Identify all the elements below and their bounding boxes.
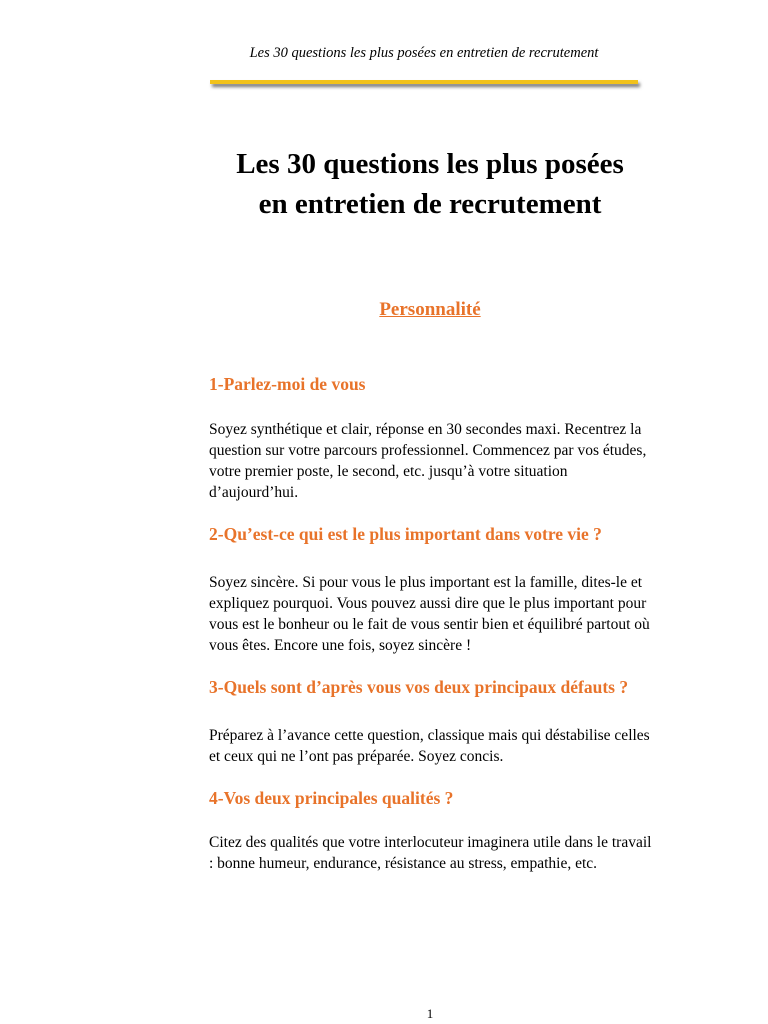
document-title-line-2: en entretien de recrutement (258, 188, 602, 220)
questions-list (209, 373, 659, 874)
question-2-title: 2-Qu’est-ce qui est le plus important dans votre vie ? (209, 524, 602, 544)
question-3-title: 3-Quels sont d’après vous vos deux principaux défauts ? (209, 677, 629, 697)
document-title (150, 144, 710, 224)
question-1-answer: Soyez synthétique et clair, réponse en 30 secondes maxi. Recentrez la question sur votre parcours professionnel. Commencez par vos études, votre premier poste, le second, etc. jusqu’à votre situation d’aujourd’hui. (209, 421, 647, 501)
page-number: 1 (426, 1006, 434, 1021)
running-header: Les 30 questions les plus posées en entretien de recrutement (249, 45, 599, 61)
section-heading: Personnalité (379, 299, 481, 320)
question-1-title: 1-Parlez-moi de vous (209, 374, 366, 394)
question-4-answer: Citez des qualités que votre interlocuteur imaginera utile dans le travail : bonne humeur, endurance, résistance au stress, empathie, etc. (209, 834, 652, 872)
header-rule (210, 80, 638, 84)
question-2-answer: Soyez sincère. Si pour vous le plus important est la famille, dites-le et expliquez pourquoi. Vous pouvez aussi dire que le plus important pour vous est le bonheur ou le fait de vous sentir bien et équilibré partout où vous êtes. Encore une fois, soyez sincère ! (209, 574, 650, 654)
question-3-answer: Préparez à l’avance cette question, classique mais qui déstabilise celles et ceux qui ne l’ont pas préparée. Soyez concis. (209, 727, 650, 765)
question-4-title: 4-Vos deux principales qualités ? (209, 788, 454, 808)
document-title-line-1: Les 30 questions les plus posées (236, 148, 624, 180)
